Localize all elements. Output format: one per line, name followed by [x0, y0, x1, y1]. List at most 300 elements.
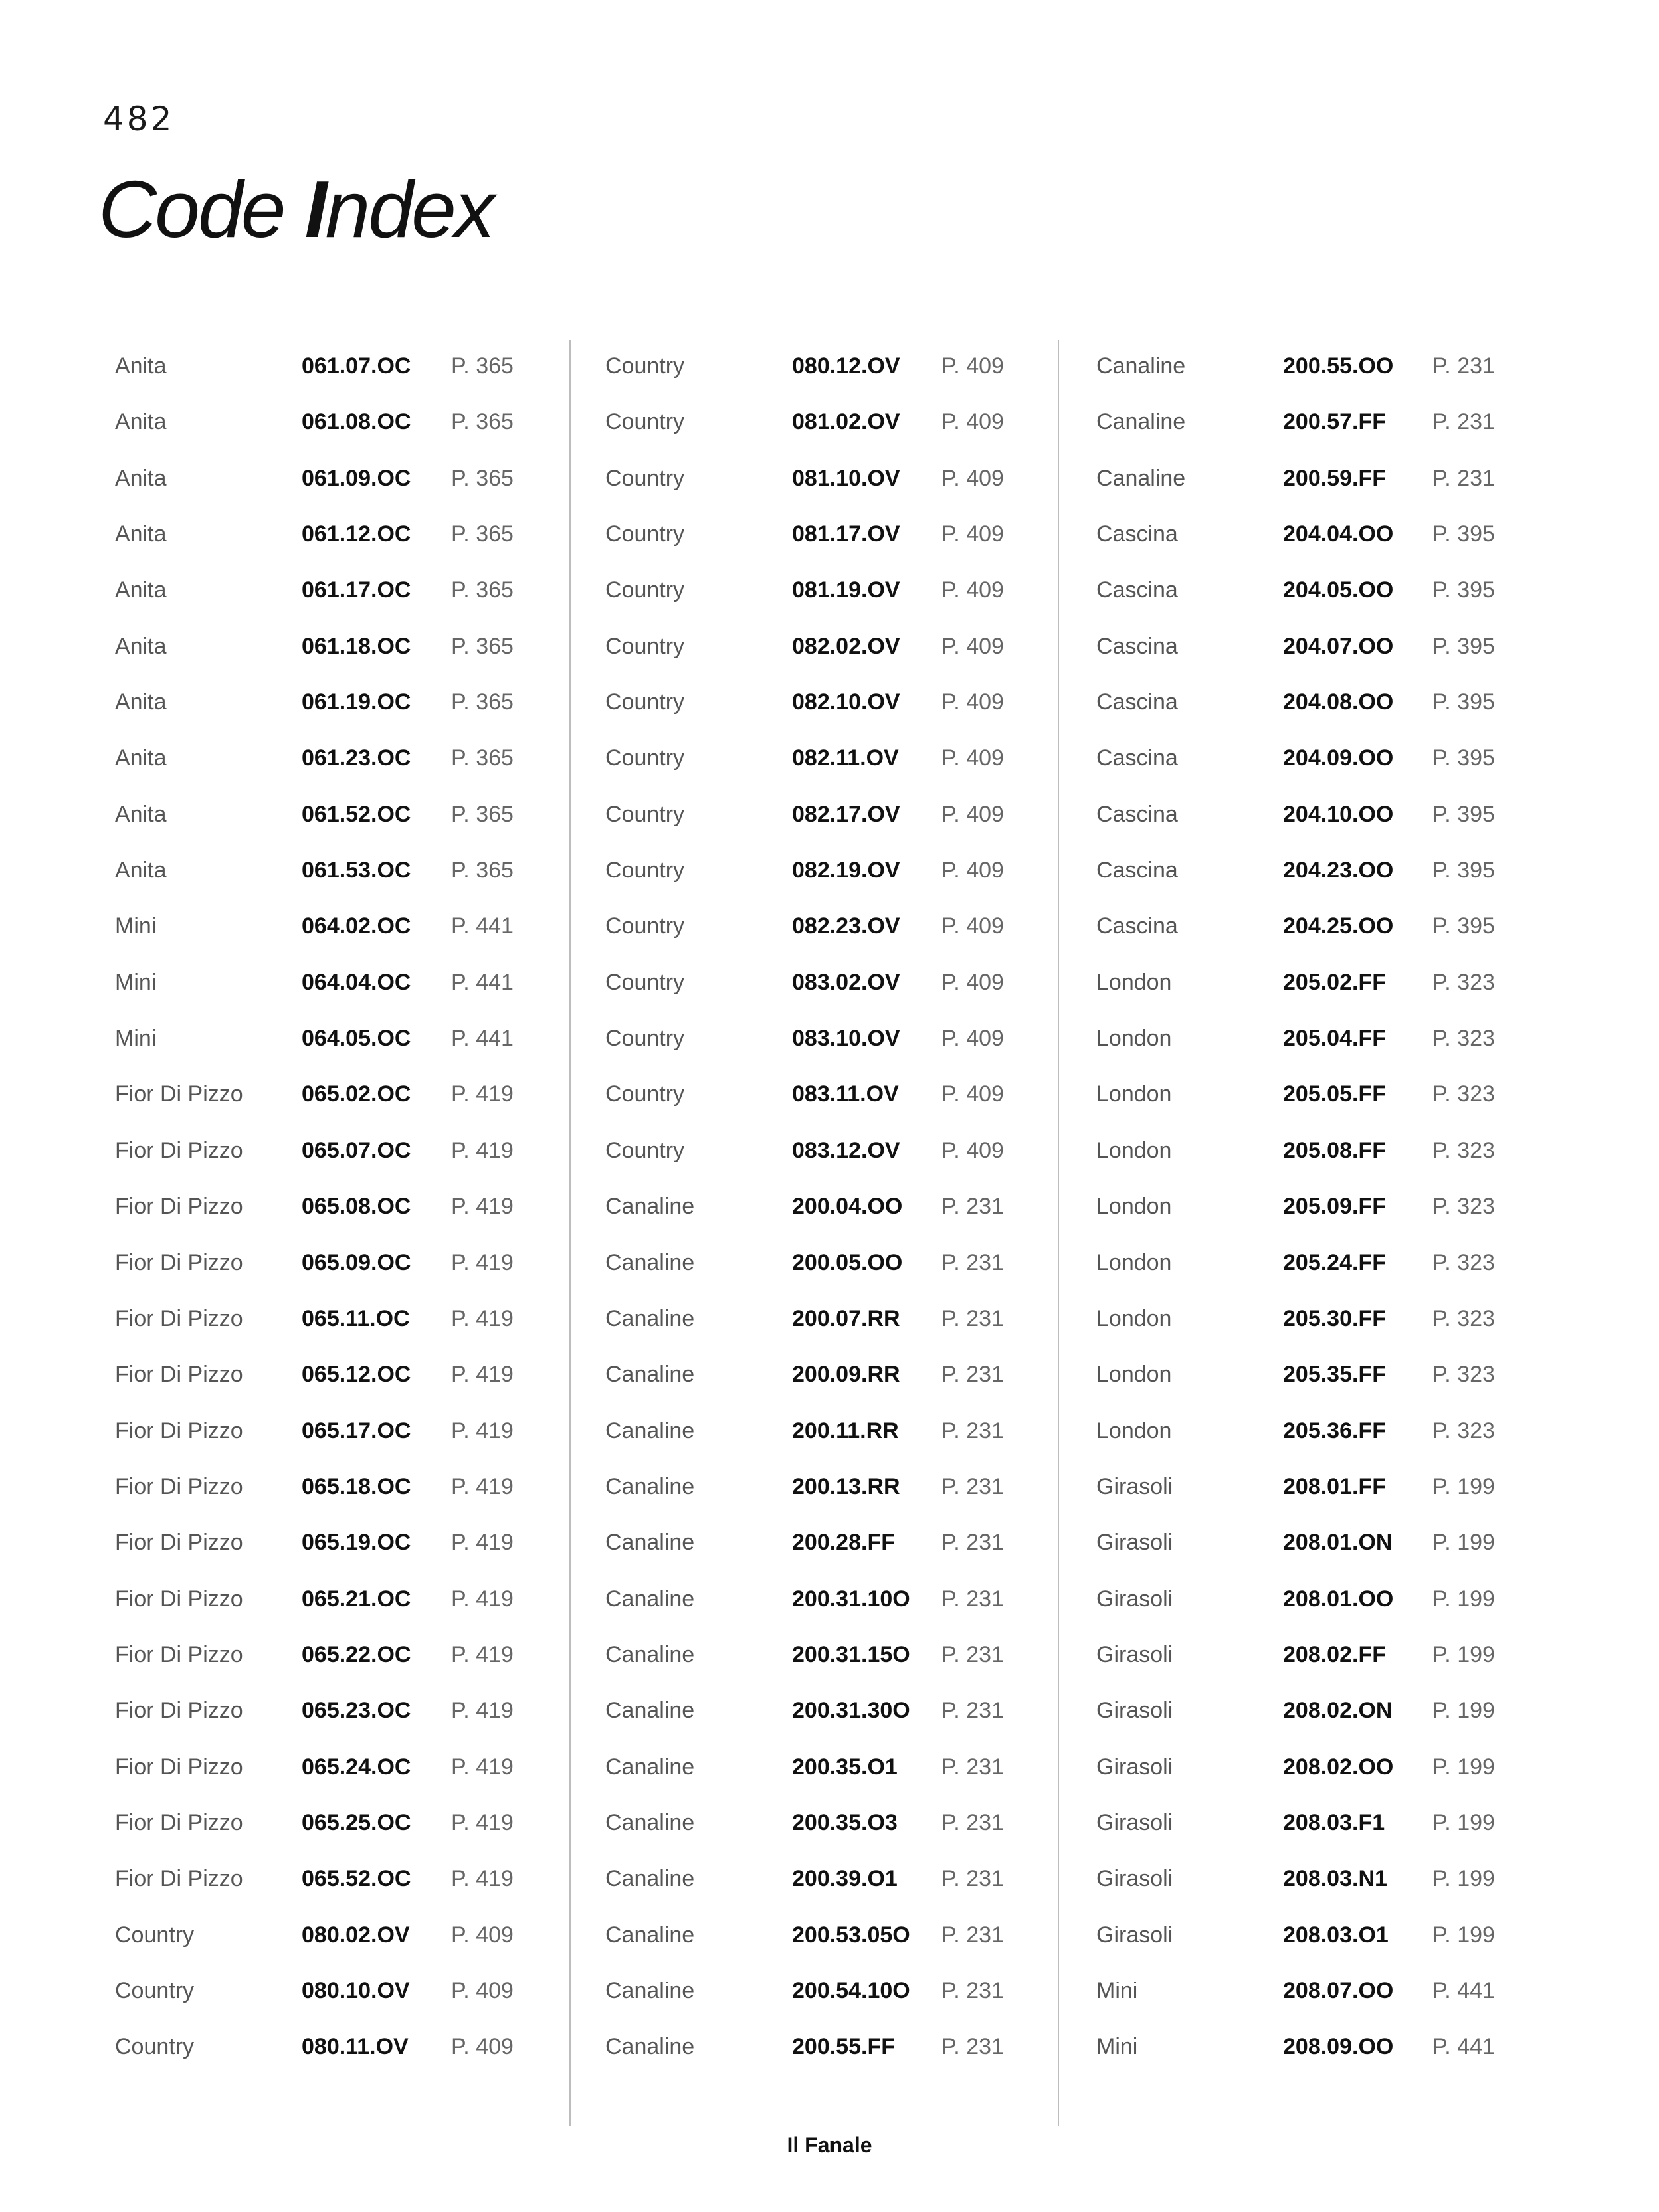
- index-row: [605, 792, 1064, 848]
- product-code: 205.36.FF: [1283, 1418, 1386, 1443]
- index-row: [605, 1801, 1064, 1857]
- product-code: 065.19.OC: [302, 1530, 411, 1556]
- product-name: Country: [605, 1026, 685, 1052]
- page-reference: P. 231: [1432, 353, 1495, 379]
- index-row: [1096, 1745, 1555, 1801]
- product-code: 204.25.OO: [1283, 913, 1394, 939]
- product-name: Fior Di Pizzo: [115, 1362, 243, 1388]
- page-reference: P. 365: [451, 801, 514, 827]
- index-row: [605, 1521, 1064, 1576]
- page-reference: P. 199: [1432, 1586, 1495, 1612]
- page-reference: P. 231: [941, 1978, 1004, 2003]
- product-code: 208.02.ON: [1283, 1698, 1393, 1724]
- product-code: 208.02.FF: [1283, 1641, 1386, 1667]
- product-code: 064.04.OC: [302, 969, 411, 995]
- product-code: 065.22.OC: [302, 1641, 411, 1667]
- index-row: [115, 1689, 573, 1744]
- page-reference: P. 409: [941, 745, 1004, 771]
- page-reference: P. 231: [941, 1641, 1004, 1667]
- index-row: [1096, 1577, 1555, 1633]
- product-name: Fior Di Pizzo: [115, 1530, 243, 1556]
- product-code: 061.19.OC: [302, 690, 411, 715]
- product-name: Cascina: [1096, 858, 1178, 883]
- product-name: Country: [605, 521, 685, 547]
- product-code: 080.11.OV: [302, 2034, 409, 2060]
- index-row: [1096, 1016, 1555, 1072]
- product-code: 061.17.OC: [302, 577, 411, 603]
- product-name: Anita: [115, 577, 167, 603]
- index-row: [115, 1409, 573, 1465]
- page-reference: P. 419: [451, 1418, 514, 1443]
- page-reference: P. 365: [451, 633, 514, 659]
- product-name: Anita: [115, 521, 167, 547]
- index-row: [605, 1745, 1064, 1801]
- index-row: [115, 1801, 573, 1857]
- product-code: 204.23.OO: [1283, 858, 1394, 883]
- index-row: [115, 848, 573, 904]
- index-row: [1096, 512, 1555, 568]
- page-reference: P. 365: [451, 745, 514, 771]
- page-reference: P. 395: [1432, 801, 1495, 827]
- page-reference: P. 365: [451, 409, 514, 435]
- page-reference: P. 409: [451, 1978, 514, 2003]
- product-name: Country: [605, 633, 685, 659]
- product-code: 200.57.FF: [1283, 409, 1386, 435]
- index-row: [1096, 1409, 1555, 1465]
- page-reference: P. 395: [1432, 690, 1495, 715]
- index-row: [605, 400, 1064, 456]
- product-name: Girasoli: [1096, 1866, 1173, 1892]
- index-row: [605, 1184, 1064, 1240]
- product-code: 082.02.OV: [792, 633, 900, 659]
- product-name: Fior Di Pizzo: [115, 1418, 243, 1443]
- product-name: Canaline: [605, 1418, 695, 1443]
- product-code: 082.17.OV: [792, 801, 900, 827]
- index-row: [115, 1016, 573, 1072]
- product-code: 205.35.FF: [1283, 1362, 1386, 1388]
- page-reference: P. 419: [451, 1530, 514, 1556]
- page-reference: P. 409: [941, 1026, 1004, 1052]
- product-name: Fior Di Pizzo: [115, 1137, 243, 1163]
- product-code: 061.12.OC: [302, 521, 411, 547]
- index-row: [605, 1352, 1064, 1408]
- page-reference: P. 409: [941, 353, 1004, 379]
- page-reference: P. 231: [941, 1922, 1004, 1948]
- index-row: [1096, 1297, 1555, 1352]
- page-reference: P. 409: [941, 801, 1004, 827]
- page-reference: P. 365: [451, 577, 514, 603]
- index-row: [1096, 1913, 1555, 1969]
- product-name: Canaline: [605, 1754, 695, 1780]
- page-reference: P. 419: [451, 1362, 514, 1388]
- product-code: 200.28.FF: [792, 1530, 895, 1556]
- page-reference: P. 395: [1432, 577, 1495, 603]
- index-row: [115, 512, 573, 568]
- page-reference: P. 199: [1432, 1754, 1495, 1780]
- product-code: 082.11.OV: [792, 745, 899, 771]
- index-row: [1096, 904, 1555, 960]
- index-row: [115, 792, 573, 848]
- product-name: London: [1096, 1305, 1172, 1331]
- index-row: [605, 1297, 1064, 1352]
- product-code: 081.19.OV: [792, 577, 900, 603]
- product-name: Canaline: [605, 1866, 695, 1892]
- product-name: Canaline: [605, 1641, 695, 1667]
- page-reference: P. 409: [451, 1922, 514, 1948]
- product-code: 205.08.FF: [1283, 1137, 1386, 1163]
- product-name: Cascina: [1096, 690, 1178, 715]
- product-code: 208.01.OO: [1283, 1586, 1394, 1612]
- product-code: 061.07.OC: [302, 353, 411, 379]
- index-row: [1096, 344, 1555, 400]
- product-code: 200.31.30O: [792, 1698, 910, 1724]
- index-row: [1096, 792, 1555, 848]
- page-reference: P. 441: [451, 913, 514, 939]
- index-row: [115, 1913, 573, 1969]
- product-name: Country: [605, 745, 685, 771]
- page-reference: P. 419: [451, 1249, 514, 1275]
- index-row: [605, 736, 1064, 792]
- page-reference: P. 323: [1432, 1194, 1495, 1220]
- product-code: 083.10.OV: [792, 1026, 900, 1052]
- index-row: [605, 512, 1064, 568]
- product-name: Canaline: [605, 1978, 695, 2003]
- index-row: [115, 1129, 573, 1184]
- index-row: [115, 961, 573, 1016]
- product-name: Cascina: [1096, 801, 1178, 827]
- page-reference: P. 419: [451, 1866, 514, 1892]
- product-name: Mini: [115, 969, 157, 995]
- page-reference: P. 231: [941, 1362, 1004, 1388]
- index-row: [605, 624, 1064, 680]
- product-name: London: [1096, 1081, 1172, 1107]
- product-name: Girasoli: [1096, 1530, 1173, 1556]
- page-reference: P. 395: [1432, 745, 1495, 771]
- page-reference: P. 419: [451, 1754, 514, 1780]
- index-row: [1096, 1969, 1555, 2025]
- product-code: 200.55.FF: [792, 2034, 895, 2060]
- index-row: [605, 848, 1064, 904]
- index-row: [1096, 2025, 1555, 2080]
- index-row: [1096, 961, 1555, 1016]
- page-reference: P. 231: [941, 1754, 1004, 1780]
- index-row: [1096, 568, 1555, 624]
- page-reference: P. 419: [451, 1194, 514, 1220]
- product-name: Mini: [1096, 1978, 1138, 2003]
- product-code: 200.53.05O: [792, 1922, 910, 1948]
- page-reference: P. 441: [1432, 2034, 1495, 2060]
- product-name: Canaline: [605, 1586, 695, 1612]
- index-row: [115, 1184, 573, 1240]
- product-code: 083.11.OV: [792, 1081, 899, 1107]
- index-row: [1096, 1129, 1555, 1184]
- product-code: 061.08.OC: [302, 409, 411, 435]
- index-row: [1096, 1521, 1555, 1576]
- product-name: Cascina: [1096, 745, 1178, 771]
- index-row: [605, 1689, 1064, 1744]
- product-name: Country: [605, 1081, 685, 1107]
- product-code: 208.01.FF: [1283, 1473, 1386, 1499]
- index-row: [1096, 680, 1555, 736]
- product-name: Anita: [115, 353, 167, 379]
- product-name: Canaline: [605, 1530, 695, 1556]
- product-code: 082.23.OV: [792, 913, 900, 939]
- product-code: 208.02.OO: [1283, 1754, 1394, 1780]
- index-row: [115, 456, 573, 512]
- product-name: Cascina: [1096, 633, 1178, 659]
- brand-footer: Il Fanale: [787, 2133, 872, 2157]
- product-code: 065.08.OC: [302, 1194, 411, 1220]
- page-number: 482: [103, 100, 175, 138]
- product-name: Canaline: [605, 1922, 695, 1948]
- page-reference: P. 365: [451, 521, 514, 547]
- product-code: 208.03.F1: [1283, 1809, 1385, 1835]
- product-name: Anita: [115, 858, 167, 883]
- product-code: 061.09.OC: [302, 465, 411, 491]
- product-code: 065.12.OC: [302, 1362, 411, 1388]
- product-name: Fior Di Pizzo: [115, 1698, 243, 1724]
- index-row: [115, 624, 573, 680]
- product-name: Canaline: [605, 2034, 695, 2060]
- product-code: 208.01.ON: [1283, 1530, 1393, 1556]
- index-row: [1096, 456, 1555, 512]
- page-reference: P. 323: [1432, 1249, 1495, 1275]
- index-row: [1096, 1184, 1555, 1240]
- page-reference: P. 409: [941, 913, 1004, 939]
- page-reference: P. 419: [451, 1081, 514, 1107]
- product-code: 065.24.OC: [302, 1754, 411, 1780]
- product-code: 080.02.OV: [302, 1922, 410, 1948]
- page-reference: P. 323: [1432, 1305, 1495, 1331]
- product-code: 200.54.10O: [792, 1978, 910, 2003]
- product-code: 065.11.OC: [302, 1305, 410, 1331]
- product-name: Country: [605, 353, 685, 379]
- product-name: Anita: [115, 409, 167, 435]
- title-rest: ndex: [325, 164, 494, 254]
- product-code: 200.11.RR: [792, 1418, 899, 1443]
- page-reference: P. 409: [941, 1137, 1004, 1163]
- page-reference: P. 231: [941, 1530, 1004, 1556]
- page-reference: P. 231: [941, 1866, 1004, 1892]
- product-name: Fior Di Pizzo: [115, 1586, 243, 1612]
- index-row: [1096, 1072, 1555, 1128]
- product-name: Country: [605, 858, 685, 883]
- page-reference: P. 231: [941, 1698, 1004, 1724]
- product-name: Canaline: [605, 1809, 695, 1835]
- index-row: [605, 1577, 1064, 1633]
- product-name: Country: [115, 1922, 195, 1948]
- page-reference: P. 441: [451, 1026, 514, 1052]
- product-name: Country: [115, 1978, 195, 2003]
- product-code: 082.19.OV: [792, 858, 900, 883]
- product-name: Mini: [1096, 2034, 1138, 2060]
- page-reference: P. 231: [941, 1249, 1004, 1275]
- index-row: [115, 1072, 573, 1128]
- title-cap: I: [304, 164, 326, 254]
- product-code: 080.12.OV: [792, 353, 900, 379]
- product-code: 208.03.O1: [1283, 1922, 1389, 1948]
- product-code: 205.30.FF: [1283, 1305, 1386, 1331]
- product-code: 200.35.O1: [792, 1754, 898, 1780]
- product-name: Country: [605, 801, 685, 827]
- page-reference: P. 199: [1432, 1809, 1495, 1835]
- page-reference: P. 409: [941, 577, 1004, 603]
- product-name: Fior Di Pizzo: [115, 1305, 243, 1331]
- index-row: [605, 344, 1064, 400]
- index-column-2: [605, 344, 1064, 2081]
- product-code: 200.55.OO: [1283, 353, 1394, 379]
- product-code: 065.02.OC: [302, 1081, 411, 1107]
- page-reference: P. 199: [1432, 1866, 1495, 1892]
- index-row: [1096, 1689, 1555, 1744]
- product-code: 065.07.OC: [302, 1137, 411, 1163]
- index-row: [115, 680, 573, 736]
- index-row: [1096, 1801, 1555, 1857]
- index-row: [605, 1241, 1064, 1297]
- product-code: 082.10.OV: [792, 690, 900, 715]
- product-name: Canaline: [1096, 465, 1186, 491]
- page-reference: P. 419: [451, 1586, 514, 1612]
- product-name: Canaline: [605, 1305, 695, 1331]
- product-name: Fior Di Pizzo: [115, 1641, 243, 1667]
- index-row: [115, 1241, 573, 1297]
- product-code: 200.09.RR: [792, 1362, 900, 1388]
- product-code: 065.09.OC: [302, 1249, 411, 1275]
- product-code: 204.09.OO: [1283, 745, 1394, 771]
- index-row: [115, 736, 573, 792]
- product-name: Cascina: [1096, 577, 1178, 603]
- index-row: [605, 1409, 1064, 1465]
- product-code: 064.05.OC: [302, 1026, 411, 1052]
- product-name: Cascina: [1096, 913, 1178, 939]
- product-name: Canaline: [1096, 353, 1186, 379]
- index-row: [1096, 1633, 1555, 1689]
- page-reference: P. 199: [1432, 1698, 1495, 1724]
- product-name: Fior Di Pizzo: [115, 1754, 243, 1780]
- product-code: 204.08.OO: [1283, 690, 1394, 715]
- index-row: [605, 961, 1064, 1016]
- product-code: 065.17.OC: [302, 1418, 411, 1443]
- index-row: [605, 1129, 1064, 1184]
- product-code: 205.02.FF: [1283, 969, 1386, 995]
- index-row: [1096, 1352, 1555, 1408]
- index-column-3: [1096, 344, 1555, 2081]
- column-divider: [1058, 340, 1059, 2126]
- product-code: 200.31.10O: [792, 1586, 910, 1612]
- product-name: Fior Di Pizzo: [115, 1081, 243, 1107]
- product-code: 200.07.RR: [792, 1305, 900, 1331]
- page-reference: P. 323: [1432, 1362, 1495, 1388]
- product-name: London: [1096, 1026, 1172, 1052]
- page-reference: P. 323: [1432, 1418, 1495, 1443]
- page-reference: P. 231: [941, 1418, 1004, 1443]
- product-code: 081.10.OV: [792, 465, 900, 491]
- product-name: London: [1096, 1137, 1172, 1163]
- product-name: Country: [605, 690, 685, 715]
- page-reference: P. 409: [941, 633, 1004, 659]
- product-code: 061.53.OC: [302, 858, 411, 883]
- page-reference: P. 395: [1432, 913, 1495, 939]
- index-row: [1096, 1465, 1555, 1521]
- page-reference: P. 419: [451, 1473, 514, 1499]
- page-reference: P. 323: [1432, 1081, 1495, 1107]
- page-reference: P. 231: [1432, 465, 1495, 491]
- product-code: 065.18.OC: [302, 1473, 411, 1499]
- product-name: Girasoli: [1096, 1698, 1173, 1724]
- product-name: London: [1096, 969, 1172, 995]
- title-first: Code: [98, 164, 305, 254]
- page-reference: P. 365: [451, 465, 514, 491]
- product-code: 205.04.FF: [1283, 1026, 1386, 1052]
- page-reference: P. 199: [1432, 1530, 1495, 1556]
- page-reference: P. 419: [451, 1809, 514, 1835]
- product-name: Girasoli: [1096, 1809, 1173, 1835]
- product-name: Fior Di Pizzo: [115, 1194, 243, 1220]
- product-name: Fior Di Pizzo: [115, 1249, 243, 1275]
- index-row: [115, 1297, 573, 1352]
- index-row: [1096, 736, 1555, 792]
- page-reference: P. 231: [941, 1305, 1004, 1331]
- product-name: Fior Di Pizzo: [115, 1473, 243, 1499]
- product-name: Country: [115, 2034, 195, 2060]
- product-name: London: [1096, 1194, 1172, 1220]
- product-code: 204.07.OO: [1283, 633, 1394, 659]
- product-name: Girasoli: [1096, 1473, 1173, 1499]
- product-name: Canaline: [605, 1194, 695, 1220]
- index-row: [115, 1857, 573, 1912]
- product-code: 208.09.OO: [1283, 2034, 1394, 2060]
- product-code: 061.52.OC: [302, 801, 411, 827]
- index-row: [605, 1016, 1064, 1072]
- product-code: 200.35.O3: [792, 1809, 898, 1835]
- index-row: [605, 1072, 1064, 1128]
- page-reference: P. 409: [941, 409, 1004, 435]
- product-code: 200.59.FF: [1283, 465, 1386, 491]
- product-code: 081.17.OV: [792, 521, 900, 547]
- product-code: 065.52.OC: [302, 1866, 411, 1892]
- page-title: [98, 163, 493, 256]
- page-reference: P. 395: [1432, 858, 1495, 883]
- page-reference: P. 365: [451, 690, 514, 715]
- product-name: Canaline: [605, 1473, 695, 1499]
- index-row: [115, 400, 573, 456]
- index-row: [605, 904, 1064, 960]
- page-reference: P. 365: [451, 353, 514, 379]
- page-reference: P. 323: [1432, 1026, 1495, 1052]
- product-code: 061.23.OC: [302, 745, 411, 771]
- page-reference: P. 409: [941, 690, 1004, 715]
- index-row: [1096, 624, 1555, 680]
- page-reference: P. 419: [451, 1641, 514, 1667]
- product-code: 200.31.15O: [792, 1641, 910, 1667]
- product-name: Anita: [115, 465, 167, 491]
- product-name: Mini: [115, 913, 157, 939]
- page-reference: P. 409: [941, 858, 1004, 883]
- column-divider: [569, 340, 571, 2126]
- page-reference: P. 323: [1432, 1137, 1495, 1163]
- index-row: [115, 344, 573, 400]
- index-row: [115, 1633, 573, 1689]
- product-name: London: [1096, 1362, 1172, 1388]
- product-name: Canaline: [605, 1698, 695, 1724]
- index-row: [115, 1577, 573, 1633]
- page-reference: P. 409: [451, 2034, 514, 2060]
- index-row: [115, 2025, 573, 2080]
- product-name: Country: [605, 577, 685, 603]
- page-reference: P. 409: [941, 969, 1004, 995]
- product-code: 064.02.OC: [302, 913, 411, 939]
- index-row: [1096, 848, 1555, 904]
